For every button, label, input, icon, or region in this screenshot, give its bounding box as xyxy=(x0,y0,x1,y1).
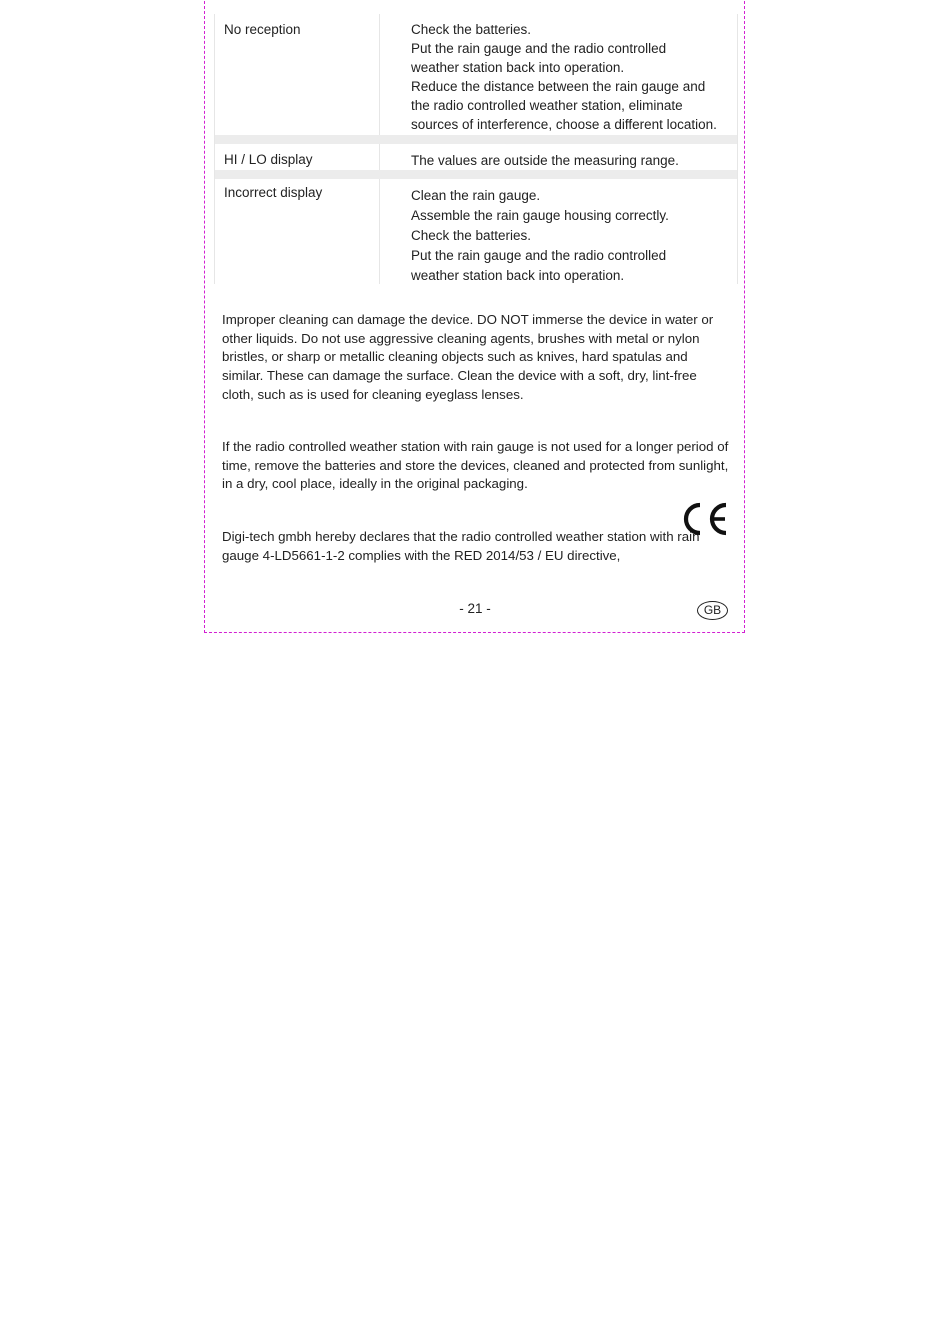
remedy-line: Check the batteries. xyxy=(411,22,532,37)
row-separator xyxy=(215,170,737,179)
cleaning-paragraph: Improper cleaning can damage the device. DO NOT immerse the device in water or other liquids. Do not use aggressive cleaning agents, brushes with metal or nylon bristles, or sharp or metallic cleaning objects such as knives, hard spatulas and similar. These can damage the surface. Clean the device with a soft, dry, lint-free cloth, such as is used for cleaning eyeglass lenses. xyxy=(222,312,714,402)
remedy-line: Assemble the rain gauge housing correctly. xyxy=(411,208,669,223)
ce-mark-icon xyxy=(681,501,731,537)
problem-cell: HI / LO display xyxy=(215,144,380,170)
problem-cell: No reception xyxy=(215,14,380,135)
remedy-line: weather station back into operation. xyxy=(411,268,625,283)
remedy-line: sources of interference, choose a different location. xyxy=(411,117,717,132)
troubleshooting-table xyxy=(214,14,738,284)
remedy-line: Reduce the distance between the rain gauge and xyxy=(411,79,706,94)
remedy-line: The values are outside the measuring range. xyxy=(411,153,679,168)
remedy-line: weather station back into operation. xyxy=(411,60,625,75)
remedy-cell xyxy=(380,179,737,284)
page-number: - 21 - xyxy=(459,601,491,616)
remedy-line: the radio controlled weather station, eliminate xyxy=(411,98,683,113)
table-row xyxy=(215,179,737,284)
table-row xyxy=(215,14,737,135)
row-separator xyxy=(215,135,737,144)
remedy-line: Put the rain gauge and the radio controlled xyxy=(411,41,667,56)
table-row xyxy=(215,144,737,170)
declaration-paragraph: Digi-tech gmbh hereby declares that the radio controlled weather station with rain gauge 4-LD5661-1-2 complies with the RED 2014/53 / EU directive, xyxy=(222,529,700,563)
remedy-line: Clean the rain gauge. xyxy=(411,188,541,203)
problem-cell: Incorrect display xyxy=(215,179,380,284)
remedy-cell xyxy=(380,14,737,135)
remedy-line: Check the batteries. xyxy=(411,228,532,243)
storage-paragraph: If the radio controlled weather station with rain gauge is not used for a longer period of time, remove the batteries and store the devices, cleaned and protected from sunlight, in a dry, cool place, ideally in the original packaging. xyxy=(222,439,729,492)
remedy-line: Put the rain gauge and the radio controlled xyxy=(411,248,667,263)
country-badge: GB xyxy=(697,601,728,620)
remedy-cell xyxy=(380,144,737,170)
